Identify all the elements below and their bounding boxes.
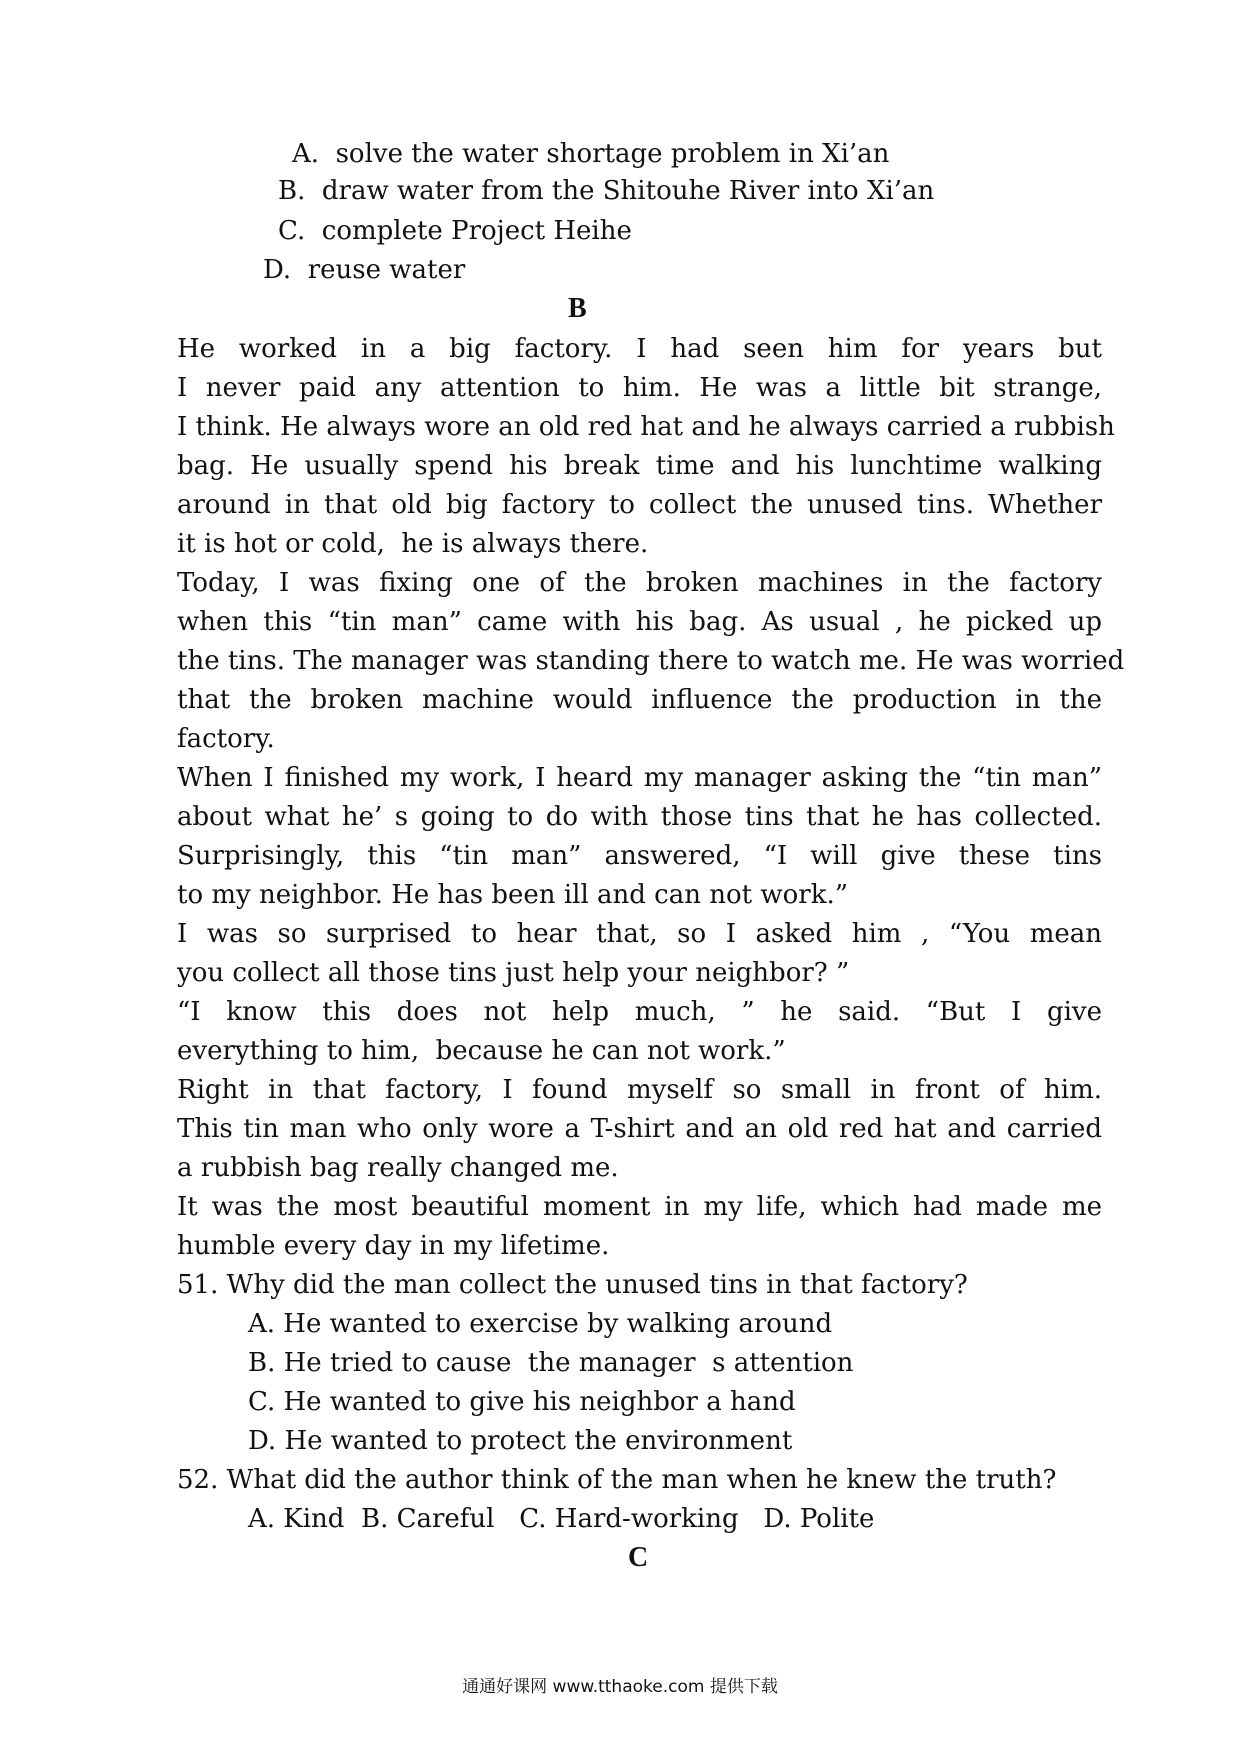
passage-line: Right in that factory, I found myself so small in front of him. [177,1075,1102,1105]
passage-line: Surprisingly, this “tin man” answered, “I will give these tins [177,841,1102,871]
passage-line: I think. He always wore an old red hat and he always carried a rubbish [177,412,1115,442]
passage-line: humble every day in my lifetime. [177,1231,610,1261]
question-52: 52. What did the author think of the man when he knew the truth? [177,1465,1057,1495]
passage-line: It was the most beautiful moment in my life, which had made me [177,1192,1102,1222]
passage-line: a rubbish bag really changed me. [177,1153,619,1183]
passage-line: it is hot or cold, he is always there. [177,529,649,559]
section-heading-b: B [568,293,587,324]
passage-line: I was so surprised to hear that, so I asked him , “You mean [177,919,1102,949]
option-a: A. solve the water shortage problem in Xi’an [292,139,890,169]
passage-line: factory. [177,724,275,754]
q51-option-d: D. He wanted to protect the environment [248,1426,793,1456]
passage-line: you collect all those tins just help your neighbor? ” [177,958,850,988]
option-d: D. reuse water [263,255,466,285]
option-c: C. complete Project Heihe [278,216,632,246]
passage-line: to my neighbor. He has been ill and can not work.” [177,880,849,910]
q51-option-a: A. He wanted to exercise by walking around [248,1309,833,1339]
q52-options: A. Kind B. Careful C. Hard-working D. Polite [248,1504,875,1534]
q51-option-c: C. He wanted to give his neighbor a hand [248,1387,796,1417]
passage-line: around in that old big factory to collect the unused tins. Whether [177,490,1102,520]
passage-line: the tins. The manager was standing there to watch me. He was worried [177,646,1125,676]
section-heading-c: C [628,1542,649,1573]
passage-line: This tin man who only wore a T-shirt and an old red hat and carried [177,1114,1102,1144]
passage-line: When I finished my work, I heard my manager asking the “tin man” [177,763,1102,793]
passage-line: He worked in a big factory. I had seen him for years but [177,334,1102,364]
passage-line: I never paid any attention to him. He was a little bit strange, [177,373,1102,403]
q51-option-b: B. He tried to cause the manager s attention [248,1348,854,1378]
option-b: B. draw water from the Shitouhe River into Xi’an [278,176,935,206]
question-51: 51. Why did the man collect the unused tins in that factory? [177,1270,968,1300]
passage-line: everything to him, because he can not work.” [177,1036,786,1066]
passage-line: “I know this does not help much, ” he said. “But I give [177,997,1102,1027]
footer-credit: 通通好课网 www.tthaoke.com 提供下载 [462,1677,778,1697]
passage-line: bag. He usually spend his break time and his lunchtime walking [177,451,1102,481]
passage-line: when this “tin man” came with his bag. As usual , he picked up [177,607,1102,637]
passage-line: about what he’ s going to do with those tins that he has collected. [177,802,1102,832]
passage-line: Today, I was fixing one of the broken machines in the factory [177,568,1102,598]
passage-line: that the broken machine would influence the production in the [177,685,1102,715]
